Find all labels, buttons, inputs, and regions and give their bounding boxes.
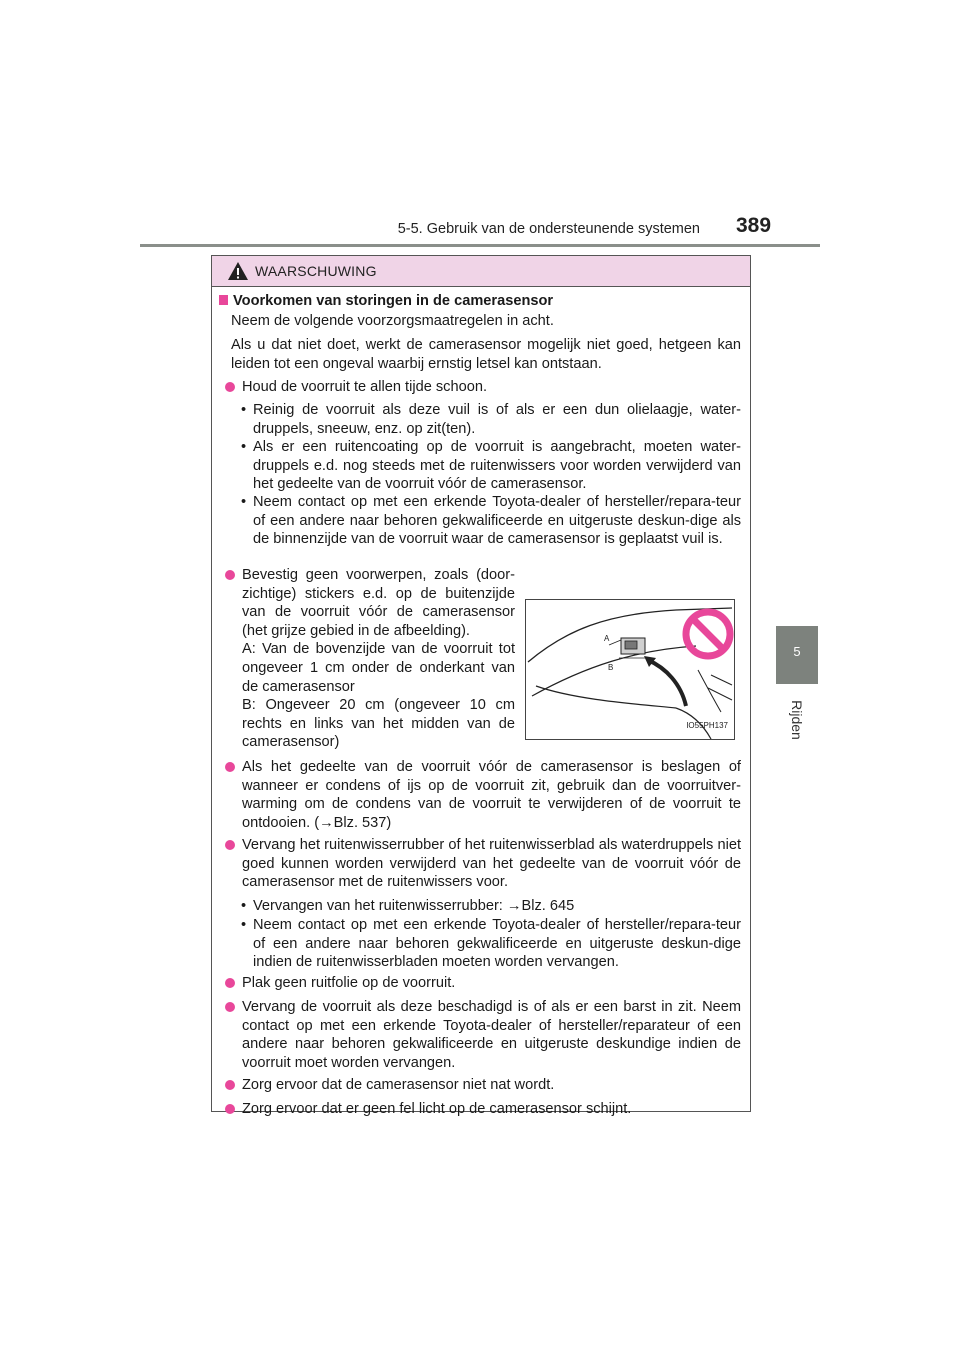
sub-bullet-icon: • (241, 439, 247, 455)
dot-bullet-icon (225, 382, 235, 392)
bullet-text: Zorg ervoor dat er geen fel licht op de camerasensor schijnt. (242, 1101, 632, 1117)
chapter-label-text: Rijden (789, 700, 805, 740)
bullet-note-b: B: Ongeveer 20 cm (ongeveer 10 cm rechts en links van het midden van de camerasensor) (242, 697, 515, 751)
header-rule (140, 244, 820, 247)
dot-bullet-icon (225, 1104, 235, 1114)
sub-bullet-text: Als er een ruitencoating op de voorruit is aangebracht, moeten water-druppels e.d. nog steeds met de ruitenwissers voor worden verwijderd van het gedeelte van de voorruit vóór de camerasensor. (253, 439, 741, 493)
figure-label-a: A (604, 634, 610, 643)
square-bullet-icon (219, 295, 228, 305)
warning-triangle-icon (227, 261, 249, 281)
sub-bullet-text: Neem contact op met een erkende Toyota-dealer of hersteller/repara-teur of een andere naar behoren gekwalificeerde en uitgeruste deskun-dige als de binnenzijde van de voorruit waar de camerasensor is geplaatst vuil is. (253, 494, 741, 548)
intro-paragraph-1: Neem de volgende voorzorgsmaatregelen in acht. (231, 313, 554, 329)
sub-bullet-icon: • (241, 494, 247, 510)
bullet-item (225, 974, 741, 993)
sub-bullet-item (241, 897, 741, 916)
bullet-text: Bevestig geen voorwerpen, zoals (door-zichtige) stickers e.d. op de buitenzijde van de voorruit vóór de camerasensor (het grijze gebied in de afbeelding). (242, 567, 515, 639)
section-heading (219, 292, 553, 311)
sub-bullet-text: Neem contact op met een erkende Toyota-dealer of hersteller/repara-teur of een andere naar behoren gekwalificeerde en uitgeruste deskun-dige indien de ruitenwisserbladen moeten worden vervangen. (253, 917, 741, 971)
prohibition-icon (686, 612, 730, 656)
sub-bullet-item (241, 916, 741, 972)
figure-label-b: B (608, 663, 614, 672)
windshield-figure (525, 599, 735, 740)
warning-header (212, 256, 750, 287)
sub-bullet-item (241, 401, 741, 438)
bullet-item (225, 836, 741, 892)
bullet-item (225, 1076, 741, 1095)
bullet-text: Zorg ervoor dat de camerasensor niet nat wordt. (242, 1077, 555, 1093)
sub-bullet-icon: • (241, 898, 247, 914)
bullet-item (225, 378, 741, 397)
sub-bullet-item (241, 493, 741, 549)
header-section-title: 5-5. Gebruik van de ondersteunende systemen (397, 221, 700, 237)
dot-bullet-icon (225, 1002, 235, 1012)
bullet-text: Vervang het ruitenwisserrubber of het ruitenwisserblad als waterdruppels niet goed kunnen worden verwijderd van het gedeelte van de voorruit vóór de camerasensor met de ruitenwissers voor. (242, 837, 741, 891)
dot-bullet-icon (225, 840, 235, 850)
bullet-note-a: A: Van de bovenzijde van de voorruit tot ongeveer 1 cm onder de onderkant van de camerasensor (242, 641, 515, 695)
dot-bullet-icon (225, 762, 235, 772)
warning-title: WAARSCHUWING (255, 263, 377, 279)
bullet-text: Als het gedeelte van de voorruit vóór de camerasensor is beslagen of wanneer er condens of ijs op de voorruit zit, gebruik dan de voorruitver-warming om de condens van de voorruit te verwijderen of de voorruit te ontdooien. (→Blz. 537) (242, 759, 741, 831)
sub-bullet-item (241, 438, 741, 494)
bullet-text: Plak geen ruitfolie op de voorruit. (242, 975, 456, 991)
bullet-text: Vervang de voorruit als deze beschadigd is of als er een barst in zit. Neem contact op met een erkende Toyota-dealer of hersteller/reparateur of een andere naar behoren gekwalificeerde en uitgeruste deskundige indien de voorruit moet worden vervangen. (242, 999, 741, 1071)
bullet-item (225, 758, 741, 832)
dot-bullet-icon (225, 978, 235, 988)
chapter-tab (776, 626, 818, 684)
chapter-tab-number: 5 (793, 644, 801, 659)
sub-bullet-text: Reinig de voorruit als deze vuil is of als er een dun olielaagje, water-druppels, sneeuw, enz. op zit(ten). (253, 402, 741, 437)
sub-bullet-icon: • (241, 917, 247, 933)
intro-paragraph-2: Als u dat niet doet, werkt de camerasensor mogelijk niet goed, hetgeen kan leiden tot een ongeval waarbij ernstig letsel kan ontstaan. (231, 337, 741, 372)
bullet-text: Houd de voorruit te allen tijde schoon. (242, 379, 488, 395)
warning-box (211, 255, 751, 1117)
bullet-item (225, 1100, 741, 1119)
sub-bullet-text: Vervangen van het ruitenwisserrubber: →Blz. 645 (253, 898, 575, 914)
dot-bullet-icon (225, 1080, 235, 1090)
chapter-label (787, 690, 807, 750)
sub-bullet-icon: • (241, 402, 247, 418)
dot-bullet-icon (225, 570, 235, 580)
figure-code: IO55PH137 (686, 721, 728, 731)
section-heading-text: Voorkomen van storingen in de camerasensor (233, 293, 554, 309)
bullet-item (225, 566, 515, 752)
page-number: 389 (736, 214, 772, 237)
bullet-item (225, 998, 741, 1072)
